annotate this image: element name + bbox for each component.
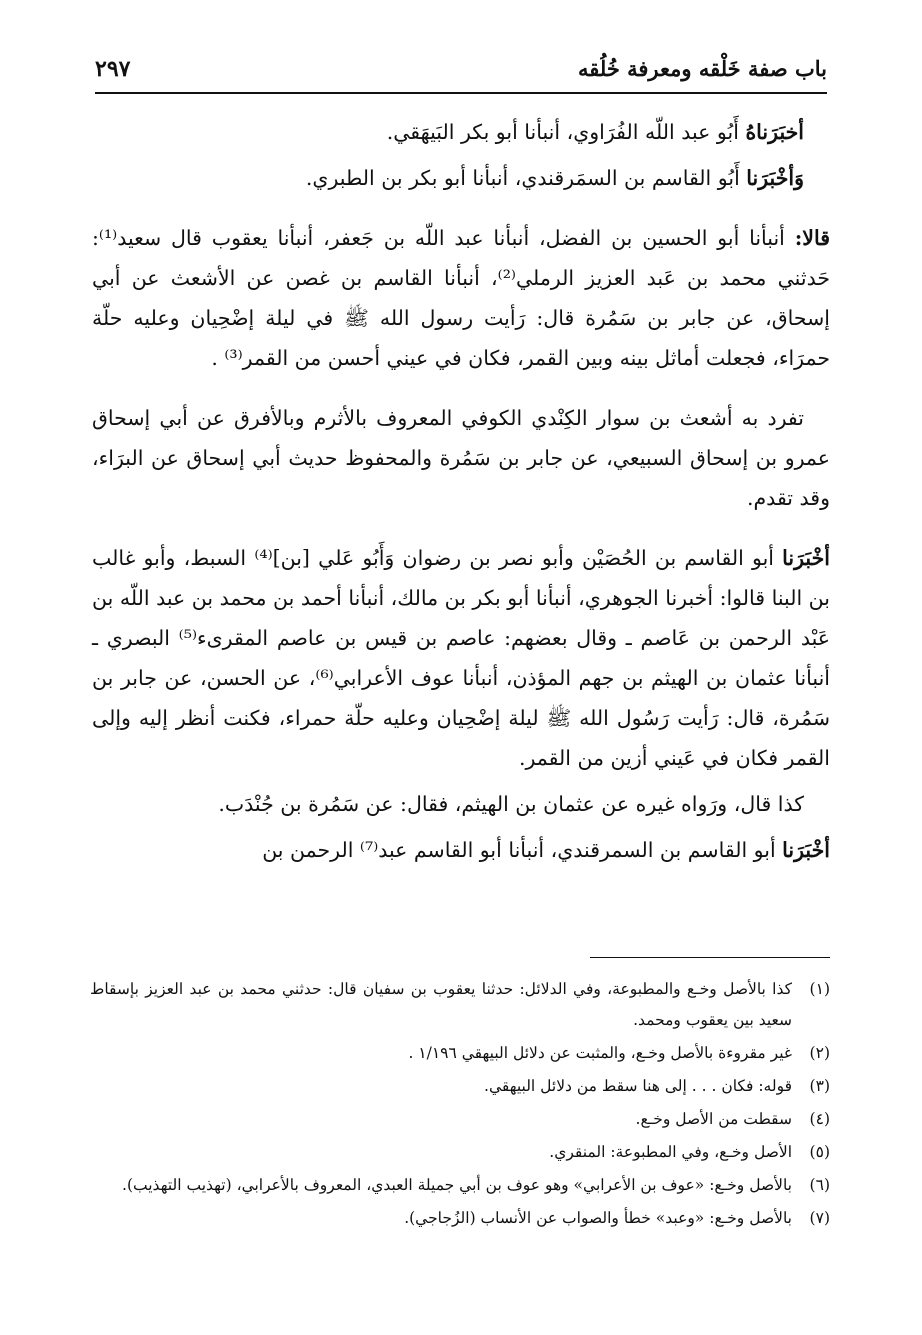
footnote-text: الأصل وخـع، وفي المطبوعة: المنقري. [549, 1143, 792, 1161]
footnote-number: (٦) [809, 1176, 830, 1194]
paragraph-7 [92, 830, 830, 870]
paragraph-1 [92, 112, 830, 152]
footnote-text: كذا بالأصل وخـع والمطبوعة، وفي الدلائل: حدثنا يعقوب بن سفيان قال: حدثني محمد بن عبد العزيز بإسقاط سعيد بين يعقوب ومحمد. [90, 980, 792, 1029]
paragraph-text: أَبُو عبد اللّه الفُرَاوي، أنبأنا أبو بكر البَيهَقي. [386, 120, 746, 144]
footnote-text: بالأصل وخـع: «عوف بن الأعرابي» وهو عوف بن أبي جميلة العبدي، المعروف بالأعرابي، (تهذيب التهذيب). [122, 1176, 792, 1194]
paragraph-5 [92, 538, 830, 778]
footnote-number: (٣) [809, 1077, 830, 1095]
footnote-item [90, 1137, 830, 1168]
footnote-item [90, 1203, 830, 1234]
footnote-text: غير مقروءة بالأصل وخـع، والمثبت عن دلائل البيهقي ١/١٩٦ . [408, 1044, 792, 1062]
footnote-number: (٧) [809, 1209, 830, 1227]
isnad-keyword: أخْبَرَنا [782, 838, 830, 862]
footnote-item [90, 1038, 830, 1069]
paragraph-text: أَبُو القاسم بن السمَرقندي، أنبأنا أبو بكر بن الطبري. [305, 166, 747, 190]
isnad-keyword: قالا: [794, 226, 830, 250]
paragraph-text: تفرد به أشعث بن سوار الكِنْدي الكوفي المعروف بالأثرم وبالأفرق عن أبي إسحاق عمرو بن إسحاق السبيعي، عن جابر بن سَمُرة والمحفوظ حديث أبي إسحاق عن البرَاء، وقد تقدم. [92, 406, 830, 510]
footnote-text: قوله: فكان . . . إلى هنا سقط من دلائل البيهقي. [484, 1077, 792, 1095]
isnad-keyword: أخْبَرَنا [782, 546, 830, 570]
footnote-number: (٥) [809, 1143, 830, 1161]
footnote-text: بالأصل وخـع: «وعبد» خطأ والصواب عن الأنساب (الزُجاجي). [404, 1209, 792, 1227]
footnote-number: (١) [809, 980, 830, 998]
footnote-number: (٤) [809, 1110, 830, 1128]
footnotes [90, 974, 830, 1236]
footnote-item [90, 1104, 830, 1135]
paragraph-text: أبو القاسم بن السمرقندي، أنبأنا أبو القاسم عبد⁽⁷⁾ الرحمن بن [262, 838, 783, 862]
chapter-title: باب صفة خَلْقه ومعرفة خُلُقه [577, 56, 827, 81]
paragraph-text: كذا قال، ورَواه غيره عن عثمان بن الهيثم، فقال: عن سَمُرة بن جُنْدَب. [218, 792, 804, 816]
isnad-keyword: أخبَرَناهُ [745, 120, 804, 144]
paragraph-3 [92, 218, 830, 378]
page-header [95, 52, 827, 94]
footnote-divider [590, 957, 830, 958]
footnote-item [90, 974, 830, 1036]
isnad-keyword: وَأخْبَرَنا [746, 166, 804, 190]
paragraph-6 [92, 784, 830, 824]
paragraph-text: أنبأنا أبو الحسين بن الفضل، أنبأنا عبد اللّه بن جَعفر، أنبأنا يعقوب قال سعيد⁽¹⁾: حَدثني محمد بن عَبد العزيز الرملي⁽²⁾، أنبأنا القاسم بن غصن عن الأشعث عن أبي إسحاق، عن جابر بن سَمُرة قال: رَأيت رسول الله ﷺ في ليلة إضْحِيان وعليه حلّة حمرَاء، فجعلت أماثل بينه وبين القمر، فكان في عيني أحسن من القمر⁽³⁾ . [92, 226, 831, 370]
paragraph-4 [92, 398, 830, 518]
footnote-item [90, 1071, 830, 1102]
paragraph-text: أبو القاسم بن الحُصَيْن وأبو نصر بن رضوان وَأَبُو عَلي [بن]⁽⁴⁾ السبط، وأبو غالب بن البنا قالوا: أخبرنا الجوهري، أنبأنا أبو بكر بن مالك، أنبأنا أحمد بن محمد بن عبد اللّه بن عَبْد الرحمن بن عَاصم ـ وقال بعضهم: عاصم بن قيس بن عاصم المقرىء⁽⁵⁾ البصري ـ أنبأنا عثمان بن الهيثم بن جهم المؤذن، أنبأنا عوف الأعرابي⁽⁶⁾، عن الحسن، عن جابر بن سَمُرة، قال: رَأيت رَسُول الله ﷺ ليلة إضْحِيان وعليه حلّة حمراء، فكنت أنظر إليه وإلى القمر فكان في عَيني أزين من القمر. [92, 546, 831, 770]
paragraph-2 [92, 158, 830, 198]
footnote-number: (٢) [809, 1044, 830, 1062]
page-number: ٢٩٧ [95, 56, 131, 82]
footnote-item [90, 1170, 830, 1201]
footnote-text: سقطت من الأصل وخـع. [635, 1110, 792, 1128]
main-text [92, 112, 830, 870]
